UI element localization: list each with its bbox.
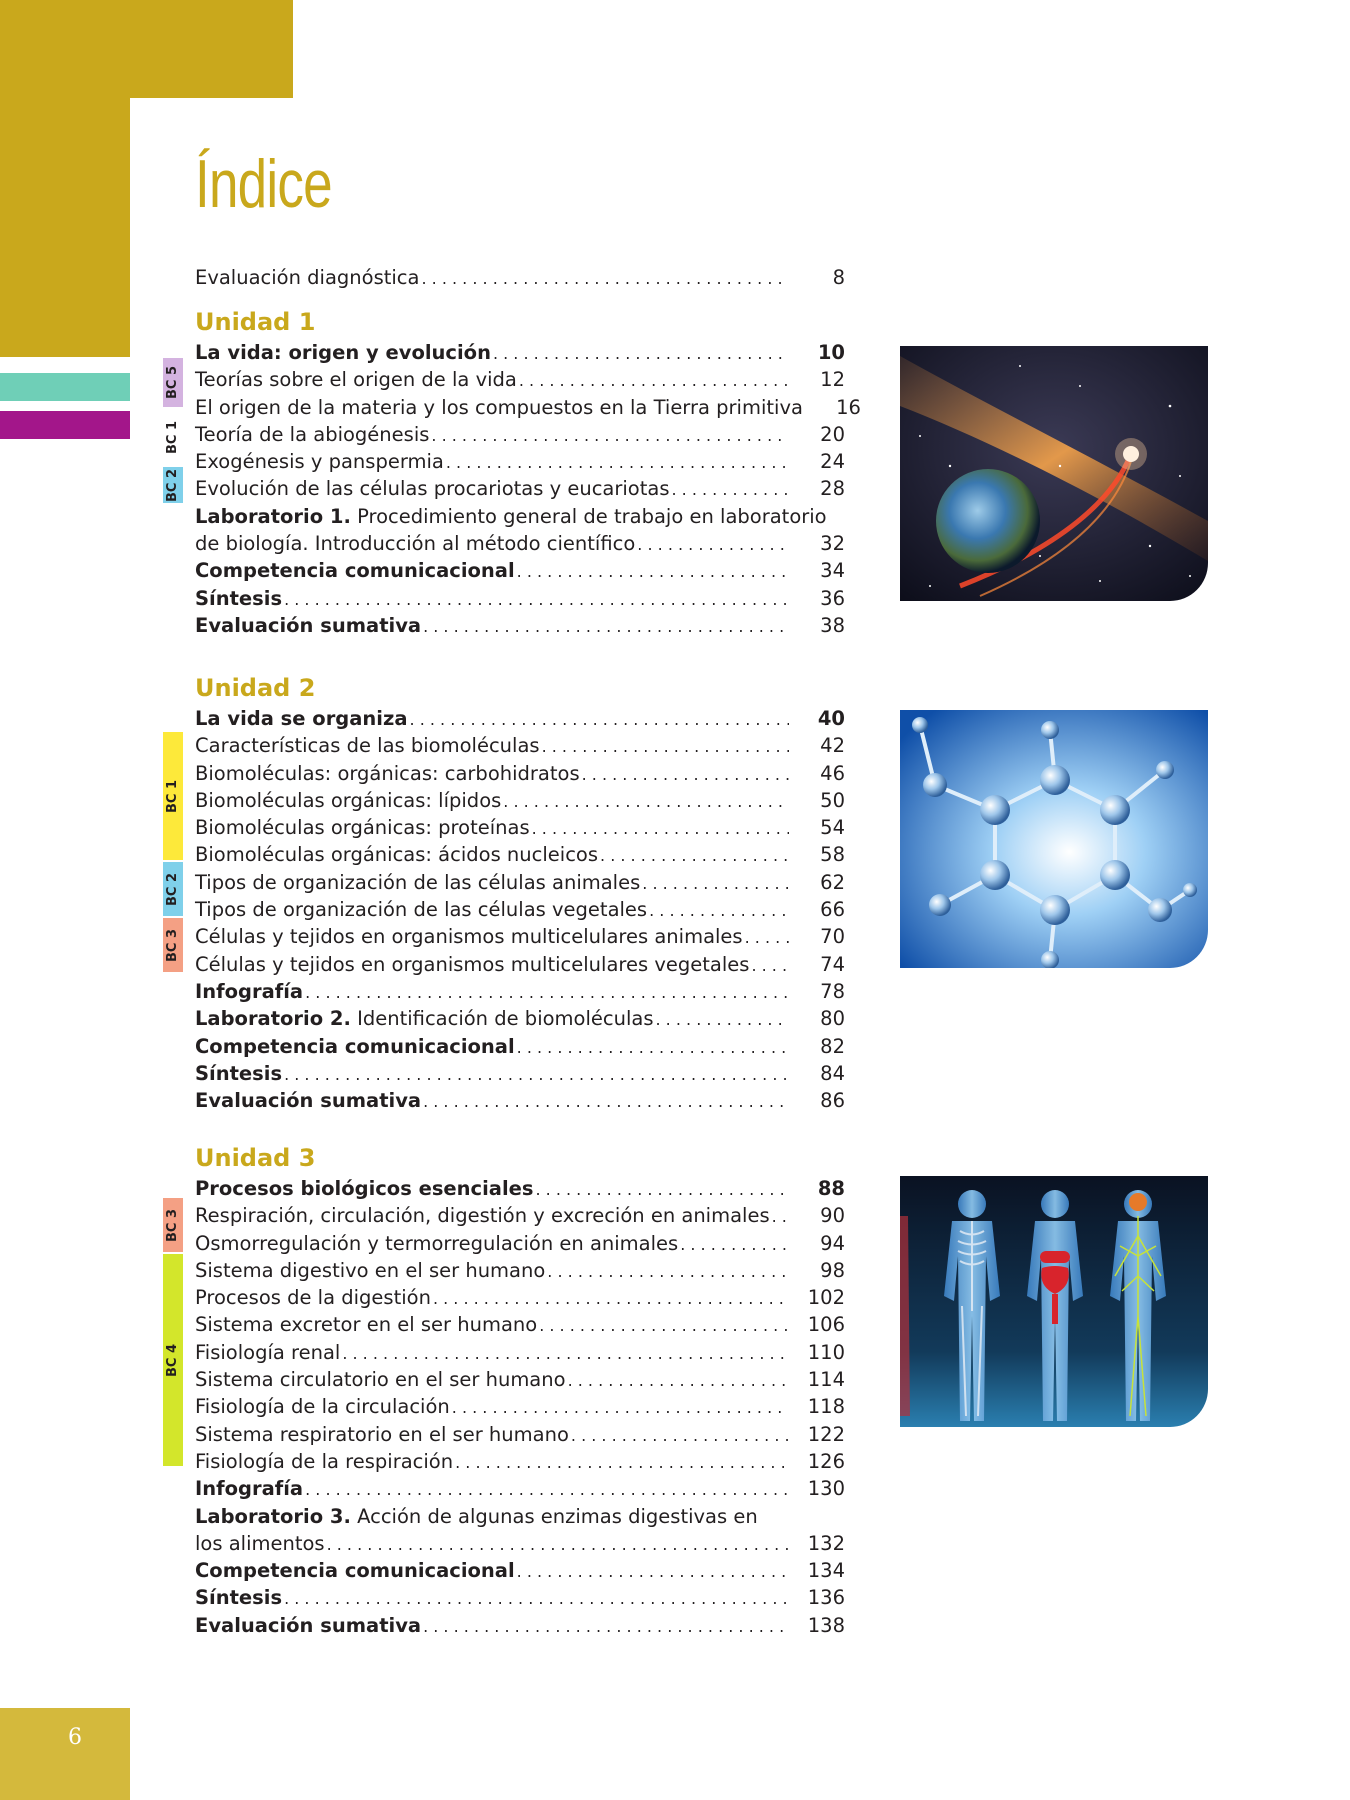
toc-page: 132 bbox=[807, 1531, 845, 1555]
toc-page: 86 bbox=[820, 1089, 845, 1113]
toc-row[interactable] bbox=[195, 732, 845, 759]
toc-label bbox=[195, 1584, 282, 1611]
toc-lead: Competencia comunicacional bbox=[195, 559, 515, 583]
toc-label: Fisiología de la respiración bbox=[195, 1449, 454, 1473]
toc-page: 102 bbox=[807, 1286, 845, 1310]
left-decorative-bar bbox=[0, 0, 130, 357]
toc-row[interactable] bbox=[195, 612, 845, 639]
bc-tab: BC 1 bbox=[163, 732, 183, 860]
footer-decorative-tab bbox=[0, 1708, 130, 1800]
toc-label: Osmorregulación y termorregulación en animales bbox=[195, 1231, 679, 1255]
toc-label-text: Identificación de biomoléculas bbox=[357, 1007, 654, 1031]
toc-label: Sistema digestivo en el ser humano bbox=[195, 1258, 546, 1282]
toc-lead: Infografía bbox=[195, 1477, 304, 1501]
toc-page: 40 bbox=[817, 707, 845, 730]
toc-row[interactable] bbox=[195, 1257, 845, 1284]
dot-leader bbox=[598, 842, 789, 869]
toc-page: 130 bbox=[807, 1477, 845, 1501]
dot-leader bbox=[325, 1531, 789, 1558]
toc-row[interactable] bbox=[195, 394, 861, 421]
dot-leader bbox=[537, 1312, 789, 1339]
toc-page: 70 bbox=[820, 925, 845, 949]
toc-page: 20 bbox=[820, 422, 845, 446]
toc-label: Procesos de la digestión bbox=[195, 1286, 431, 1310]
dot-leader bbox=[340, 1340, 789, 1367]
toc-row[interactable] bbox=[195, 1087, 845, 1114]
dot-leader bbox=[569, 1422, 789, 1449]
toc-lead: Evaluación sumativa bbox=[195, 1089, 422, 1113]
toc-row[interactable] bbox=[195, 1448, 845, 1475]
toc-page: 138 bbox=[807, 1613, 845, 1637]
unit-heading: Unidad 1 bbox=[195, 308, 316, 336]
toc-page: 10 bbox=[817, 341, 845, 364]
molecules-image bbox=[900, 710, 1208, 968]
toc-label: Fisiología renal bbox=[195, 1340, 341, 1364]
toc-label bbox=[195, 1557, 515, 1584]
toc-row[interactable] bbox=[195, 1393, 845, 1420]
toc-row[interactable] bbox=[195, 366, 845, 393]
toc-label: Acción de algunas enzimas digestivas en bbox=[357, 1504, 758, 1528]
toc-label: Sistema respiratorio en el ser humano bbox=[195, 1422, 569, 1446]
dot-leader bbox=[545, 1258, 789, 1285]
toc-page: 66 bbox=[820, 898, 845, 922]
dot-leader bbox=[669, 476, 789, 503]
bc-tab: BC 2 bbox=[163, 862, 183, 916]
page-number: 6 bbox=[68, 1725, 82, 1750]
toc-lead: Síntesis bbox=[195, 1061, 283, 1085]
toc-page: 46 bbox=[820, 761, 845, 785]
toc-page: 58 bbox=[820, 843, 845, 867]
toc-row[interactable] bbox=[195, 978, 845, 1005]
toc-row[interactable] bbox=[195, 585, 845, 612]
toc-lead: Síntesis bbox=[195, 586, 283, 610]
toc-label: Exogénesis y panspermia bbox=[195, 450, 444, 474]
toc-row[interactable] bbox=[195, 705, 845, 732]
toc-page: 62 bbox=[820, 870, 845, 894]
toc-row[interactable] bbox=[195, 1005, 845, 1032]
dot-leader bbox=[743, 924, 789, 951]
toc-row-line2[interactable] bbox=[195, 530, 845, 557]
dot-leader bbox=[444, 449, 789, 476]
toc-label: Evolución de las células procariotas y eucariotas bbox=[195, 477, 670, 501]
toc-row[interactable] bbox=[195, 1475, 845, 1502]
toc-lead: Laboratorio 1. bbox=[195, 504, 351, 528]
toc-label-continuation: los alimentos bbox=[195, 1531, 325, 1555]
toc-row[interactable] bbox=[195, 1557, 845, 1584]
toc-page: 50 bbox=[820, 788, 845, 812]
toc-label: Tipos de organización de las células vegetales bbox=[195, 898, 648, 922]
toc-label: Sistema excretor en el ser humano bbox=[195, 1313, 538, 1337]
unit-heading: Unidad 2 bbox=[195, 674, 316, 702]
toc-row-line2[interactable] bbox=[195, 1530, 845, 1557]
toc-label bbox=[195, 1060, 282, 1087]
toc-row-line1[interactable] bbox=[195, 1503, 845, 1530]
toc-row[interactable] bbox=[195, 1584, 845, 1611]
toc-diagnostic bbox=[195, 264, 845, 291]
dot-leader bbox=[303, 1476, 789, 1503]
dot-leader bbox=[429, 422, 789, 449]
bc-tab: BC 4 bbox=[163, 1254, 183, 1466]
toc-row[interactable] bbox=[195, 760, 845, 787]
dot-leader bbox=[421, 613, 789, 640]
toc-row[interactable] bbox=[195, 421, 845, 448]
toc-row[interactable] bbox=[195, 339, 845, 366]
toc-label: Biomoléculas: orgánicas: carbohidratos bbox=[195, 761, 580, 785]
toc-label: Sistema circulatorio en el ser humano bbox=[195, 1368, 566, 1392]
human-anatomy-image bbox=[900, 1176, 1208, 1427]
toc-label bbox=[195, 585, 282, 612]
dot-leader bbox=[533, 1176, 789, 1203]
toc-row[interactable] bbox=[195, 1311, 845, 1338]
dot-leader bbox=[515, 558, 789, 585]
toc-lead: Laboratorio 2. bbox=[195, 1007, 351, 1031]
toc-label bbox=[195, 1087, 421, 1114]
toc-lead: Síntesis bbox=[195, 1586, 283, 1610]
dot-leader bbox=[635, 531, 789, 558]
dot-leader bbox=[501, 788, 789, 815]
dot-leader bbox=[421, 1088, 789, 1115]
toc-label: La vida: origen y evolución bbox=[195, 341, 491, 364]
toc-row[interactable] bbox=[195, 1033, 845, 1060]
toc-row[interactable] bbox=[195, 814, 845, 841]
dot-leader bbox=[450, 1394, 789, 1421]
toc-page: 36 bbox=[820, 586, 845, 610]
toc-row[interactable] bbox=[195, 1060, 845, 1087]
toc-row[interactable] bbox=[195, 1175, 845, 1202]
dot-leader bbox=[419, 265, 789, 292]
page-title: Índice bbox=[195, 146, 332, 222]
toc-row[interactable] bbox=[195, 1202, 845, 1229]
toc-label-continuation: de biología. Introducción al método científico bbox=[195, 532, 636, 556]
toc-row[interactable] bbox=[195, 787, 845, 814]
toc-label: Células y tejidos en organismos multicelulares vegetales bbox=[195, 952, 750, 976]
toc-page: 8 bbox=[832, 266, 845, 289]
toc-lead: Infografía bbox=[195, 979, 304, 1003]
toc-page: 106 bbox=[807, 1313, 845, 1337]
toc-label: Teorías sobre el origen de la vida bbox=[195, 368, 517, 392]
unit-heading: Unidad 3 bbox=[195, 1144, 316, 1172]
toc-page: 126 bbox=[807, 1449, 845, 1473]
toc-page: 82 bbox=[820, 1034, 845, 1058]
toc-label bbox=[195, 1475, 303, 1502]
dot-leader bbox=[640, 870, 789, 897]
dot-leader bbox=[540, 733, 789, 760]
toc-row[interactable] bbox=[195, 869, 845, 896]
toc-unit-3 bbox=[195, 1142, 845, 1639]
toc-label: Tipos de organización de las células animales bbox=[195, 870, 641, 894]
toc-label bbox=[195, 1033, 515, 1060]
toc-row[interactable] bbox=[195, 264, 845, 291]
toc-label bbox=[195, 612, 421, 639]
toc-label bbox=[195, 1612, 421, 1639]
toc-page: 42 bbox=[820, 734, 845, 758]
dot-leader bbox=[408, 706, 789, 733]
dot-leader bbox=[282, 1061, 789, 1088]
toc-label: La vida se organiza bbox=[195, 707, 408, 730]
toc-label: Biomoléculas orgánicas: proteínas bbox=[195, 816, 530, 840]
toc-row[interactable] bbox=[195, 1366, 845, 1393]
toc-page: 90 bbox=[820, 1204, 845, 1228]
toc-page: 88 bbox=[817, 1177, 845, 1200]
dot-leader bbox=[580, 761, 789, 788]
toc-label: El origen de la materia y los compuestos en la Tierra primitiva bbox=[195, 395, 803, 419]
toc-label bbox=[195, 978, 303, 1005]
dot-leader bbox=[654, 1006, 790, 1033]
toc-page: 84 bbox=[820, 1061, 845, 1085]
toc-label: Células y tejidos en organismos multicelulares animales bbox=[195, 925, 743, 949]
toc-page: 110 bbox=[807, 1340, 845, 1364]
toc-page: 16 bbox=[836, 395, 861, 419]
toc-row[interactable] bbox=[195, 1339, 845, 1366]
toc-page: 12 bbox=[820, 368, 845, 392]
toc-page: 136 bbox=[807, 1586, 845, 1610]
toc-row[interactable] bbox=[195, 1284, 845, 1311]
toc-lead: Evaluación sumativa bbox=[195, 1613, 422, 1637]
toc-label: Fisiología de la circulación bbox=[195, 1395, 450, 1419]
dot-leader bbox=[517, 367, 789, 394]
toc-lead: Competencia comunicacional bbox=[195, 1034, 515, 1058]
space-earth-image bbox=[900, 346, 1208, 601]
toc-page: 74 bbox=[820, 952, 845, 976]
toc-row[interactable] bbox=[195, 1612, 845, 1639]
toc-page: 98 bbox=[820, 1258, 845, 1282]
dot-leader bbox=[566, 1367, 789, 1394]
dot-leader bbox=[515, 1558, 789, 1585]
toc-page: 28 bbox=[820, 477, 845, 501]
toc-page: 24 bbox=[820, 450, 845, 474]
toc-page: 114 bbox=[807, 1368, 845, 1392]
toc-row[interactable] bbox=[195, 448, 845, 475]
toc-page: 32 bbox=[820, 532, 845, 556]
dot-leader bbox=[647, 897, 789, 924]
toc-page: 134 bbox=[807, 1559, 845, 1583]
toc-label: Procesos biológicos esenciales bbox=[195, 1177, 534, 1200]
toc-page: 80 bbox=[820, 1007, 845, 1031]
dot-leader bbox=[303, 979, 789, 1006]
bc-tab: BC 3 bbox=[163, 918, 183, 972]
dot-leader bbox=[431, 1285, 789, 1312]
dot-leader bbox=[421, 1613, 789, 1640]
toc-label: Respiración, circulación, digestión y excreción en animales bbox=[195, 1204, 770, 1228]
toc-label: Teoría de la abiogénesis bbox=[195, 422, 430, 446]
toc-lead: Evaluación sumativa bbox=[195, 613, 422, 637]
toc-row[interactable] bbox=[195, 841, 845, 868]
toc-page: 94 bbox=[820, 1231, 845, 1255]
toc-lead: Competencia comunicacional bbox=[195, 1559, 515, 1583]
toc-page: 34 bbox=[820, 559, 845, 583]
dot-leader bbox=[282, 1585, 789, 1612]
toc-label: Evaluación diagnóstica bbox=[195, 266, 420, 289]
toc-unit-2 bbox=[195, 672, 845, 1114]
toc-row[interactable] bbox=[195, 923, 845, 950]
toc-page: 122 bbox=[807, 1422, 845, 1446]
dot-leader bbox=[770, 1203, 789, 1230]
teal-accent-bar bbox=[0, 373, 130, 401]
toc-label bbox=[195, 557, 515, 584]
toc-row-line1[interactable] bbox=[195, 503, 845, 530]
dot-leader bbox=[678, 1231, 789, 1258]
magenta-accent-bar bbox=[0, 411, 130, 439]
toc-label bbox=[195, 1005, 654, 1032]
toc-page: 118 bbox=[807, 1395, 845, 1419]
toc-label: Biomoléculas orgánicas: ácidos nucleicos bbox=[195, 843, 599, 867]
toc-label: Biomoléculas orgánicas: lípidos bbox=[195, 788, 502, 812]
dot-leader bbox=[515, 1034, 789, 1061]
bc-tab: BC 1 bbox=[163, 407, 183, 467]
toc-row[interactable] bbox=[195, 1230, 845, 1257]
dot-leader bbox=[749, 952, 789, 979]
bc-tab: BC 3 bbox=[163, 1198, 183, 1252]
toc-row[interactable] bbox=[195, 475, 845, 502]
dot-leader bbox=[282, 586, 789, 613]
dot-leader bbox=[530, 815, 789, 842]
toc-row[interactable] bbox=[195, 896, 845, 923]
toc-page: 38 bbox=[820, 613, 845, 637]
toc-row[interactable] bbox=[195, 1421, 845, 1448]
bc-tab: BC 5 bbox=[163, 358, 183, 407]
bc-tab: BC 2 bbox=[163, 467, 183, 503]
toc-label: Características de las biomoléculas bbox=[195, 734, 540, 758]
dot-leader bbox=[491, 340, 789, 367]
dot-leader bbox=[453, 1449, 789, 1476]
toc-row[interactable] bbox=[195, 557, 845, 584]
toc-unit-1 bbox=[195, 306, 861, 639]
toc-row[interactable] bbox=[195, 951, 845, 978]
toc-label: Procedimiento general de trabajo en laboratorio bbox=[357, 504, 827, 528]
toc-page: 78 bbox=[820, 979, 845, 1003]
toc-page: 54 bbox=[820, 816, 845, 840]
toc-lead: Laboratorio 3. bbox=[195, 1504, 351, 1528]
